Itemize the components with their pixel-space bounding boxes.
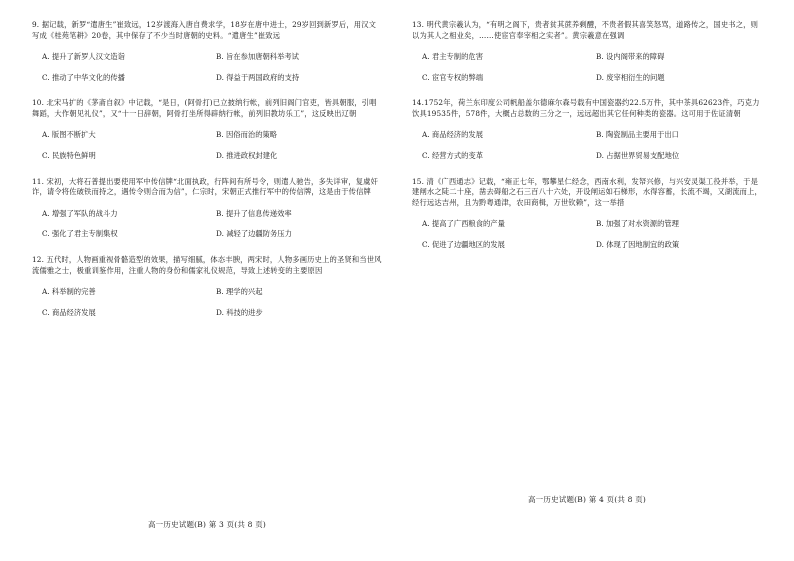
question-12 (32, 255, 382, 323)
option-a: A. 增强了军队的战斗力 (42, 208, 118, 218)
option-a: A. 版图不断扩大 (42, 130, 96, 140)
option-c: C. 推动了中华文化的传播 (42, 72, 125, 82)
option-d: D. 推进政权封建化 (216, 151, 278, 161)
question-10 (32, 98, 382, 166)
option-a: A. 提升了新罗人汉文造诣 (42, 52, 125, 62)
option-c: C. 促进了边疆地区的发展 (422, 239, 505, 249)
option-list (422, 214, 762, 255)
question-stem: 9. 据记载，新罗“遣唐生”崔致远，12岁渡海入唐自费求学，18岁在唐中进士，29岁回到新罗后，用汉文写成《桂苑笔耕》20卷，其中保存了不少当时唐朝的史料。“遣唐生”崔致远 (32, 20, 377, 40)
option-d: D. 占据世界贸易支配地位 (596, 151, 680, 161)
question-stem: 14.1752年，荷兰东印度公司帆船盖尔德麻尔森号载有中国瓷器约22.5万件，其中茶具62623件，巧克力饮具19535件，578件，大概占总数的三分之一，远远超出其它任何种类的瓷器。这可用于佐证清朝 (412, 98, 760, 118)
question-15 (412, 177, 762, 256)
option-list (422, 125, 762, 166)
option-b: B. 加强了对水资源的管理 (596, 219, 679, 229)
question-stem: 10. 北宋马扩的《茅斋自叙》中记载，“是日，(阿骨打)已立披纳行帐，前列旧阁门官吏，皆具朝服，引唱舞蹈，大作朝见礼仪”，又“十一日辞朝，阿骨打坐所得辟纳行帐，前列旧教坊乐工”，这反映出辽朝 (32, 98, 377, 118)
option-a: A. 商品经济的发展 (422, 130, 483, 140)
option-d: D. 科技的进步 (216, 307, 263, 317)
question-14 (412, 98, 762, 166)
option-b: B. 旨在参加唐朝科举考试 (216, 52, 299, 62)
option-b: B. 因俗而治的策略 (216, 130, 278, 140)
option-c: C. 强化了君主专制集权 (42, 229, 118, 239)
option-a: A. 君主专制的危害 (422, 52, 483, 62)
option-a: A. 提高了广西粮食的产量 (422, 219, 505, 229)
question-9 (32, 20, 382, 88)
question-stem: 12. 五代时，人物画重视骨骼造型的效果，描写细腻，体态丰腴，两宋时，人物多画历史上的圣贤和当世风流儒雅之士，极重训鉴作用，注重人物的身份和儒家礼仪规范，导致上述转变的主要原因 (32, 254, 382, 275)
question-13 (412, 20, 762, 88)
option-list (422, 47, 762, 88)
question-stem: 15. 清《广西通志》记载，“雍正七年，鄂攀星仁经念，西南水利，发帑兴修，与兴安灵渠工役并举，于是建闸水之陡二十座，凿去碍船之石三百八十六处，开设闸运如石梯形，水得容蓄，长流不竭，又湖流而上，经行远达吉州，且为黔粤通津，农田商楫，万世钦赖”，这一举措 (412, 176, 762, 207)
option-d: D. 体现了因地制宜的政策 (596, 239, 680, 249)
option-c: C. 宦官专权的弊端 (422, 72, 484, 82)
question-11 (32, 177, 382, 245)
option-list (42, 125, 382, 166)
option-b: B. 理学的兴起 (216, 287, 263, 297)
option-d: D. 废宰相衍生的问题 (596, 72, 665, 82)
option-b: B. 设内阁带来的障碍 (596, 52, 665, 62)
option-list (42, 282, 382, 323)
option-c: C. 经营方式的变革 (422, 151, 484, 161)
option-d: D. 减轻了边疆防务压力 (216, 229, 292, 239)
exam-page-3: 9. 据记载，新罗“遣唐生”崔致远，12岁渡海入唐自费求学，18岁在唐中进士，29岁回到新罗后，用汉文写成《桂苑笔耕》20卷，其中保存了不少当时唐朝的史料。“遣唐生”崔致远 A. 提升了新罗人汉文造诣 B. 旨在参加唐朝科举考试 C. 推动了中华文化的传播 D. 得益于两国政府的支持 10. 北宋马扩的《茅斋自叙》中记载，“是日，(阿骨打)已立披纳行帐，前列旧阁门官吏，皆具朝服，引唱舞蹈，大作朝见礼仪”，又“十一日辞朝，阿骨打坐所得辟纳行帐，前列旧教坊乐工”，这反映出辽朝 A. 版图不断扩大 B. 因俗而治的策略 C. 民族特色鲜明 D. 推进政权封建化 11. 宋初，大将石普提出要使用军中传信牌“北面执政，行阵间有所号令，则遣人驰告，多失详审，复虞奸诈，请令将佐破铁而持之，遇传令则合而为信”，仁宗时，宋朝正式推行军中的传信牌，这是由于传信牌 A. 增强了军队的战斗力 B. 提升了信息传递效率 C. 强化了君主专制集权 D. 减轻了边疆防务压力 12. 五代时，人物画重视骨骼造型的效果，描写细腻，体态丰腴，两宋时，人物多画历史上的圣贤和当世风流儒雅之士，极重训鉴作用，注重人物的身份和儒家礼仪规范，导致上述转变的主要原因 A. 科举制的完善 B. 理学的兴起 C. 商品经济发展 D. 科技的进步 高一历史试题(B) 第 3 页(共 8 页) (32, 20, 382, 529)
option-b: B. 陶瓷制品主要用于出口 (596, 130, 679, 140)
question-stem: 13. 明代黄宗羲认为，“有明之阁下，贵者贫其蔗养剩醴，不贵者假其喜笑怒骂，道路传之，国史书之，则以为其人之相业矣，……使宦官奉宰相之实者”。黄宗羲意在强调 (412, 20, 759, 40)
option-c: C. 民族特色鲜明 (42, 151, 96, 161)
exam-page-4: 13. 明代黄宗羲认为，“有明之阁下，贵者贫其蔗养剩醴，不贵者假其喜笑怒骂，道路传之，国史书之，则以为其人之相业矣，……使宦官奉宰相之实者”。黄宗羲意在强调 A. 君主专制的危害 B. 设内阁带来的障碍 C. 宦官专权的弊端 D. 废宰相衍生的问题 14.1752年，荷兰东印度公司帆船盖尔德麻尔森号载有中国瓷器约22.5万件，其中茶具62623件，巧克力饮具19535件，578件，大概占总数的三分之一，远远超出其它任何种类的瓷器。这可用于佐证清朝 A. 商品经济的发展 B. 陶瓷制品主要用于出口 C. 经营方式的变革 D. 占据世界贸易支配地位 15. 清《广西通志》记载，“雍正七年，鄂攀星仁经念，西南水利，发帑兴修，与兴安灵渠工役并举，于是建闸水之陡二十座，凿去碍船之石三百八十六处，开设闸运如石梯形，水得容蓄，长流不竭，又湖流而上，经行远达吉州，且为黔粤通津，农田商楫，万世钦赖”，这一举措 A. 提高了广西粮食的产量 B. 加强了对水资源的管理 C. 促进了边疆地区的发展 D. 体现了因地制宜的政策 高一历史试题(B) 第 4 页(共 8 页) (412, 20, 762, 504)
option-a: A. 科举制的完善 (42, 287, 96, 297)
option-d: D. 得益于两国政府的支持 (216, 72, 300, 82)
option-list (42, 47, 382, 88)
question-stem: 11. 宋初，大将石普提出要使用军中传信牌“北面执政，行阵间有所号令，则遣人驰告，多失详审，复虞奸诈，请令将佐破铁而持之，遇传令则合而为信”，仁宗时，宋朝正式推行军中的传信牌，这是由于传信牌 (32, 176, 379, 197)
option-b: B. 提升了信息传递效率 (216, 208, 292, 218)
option-list (42, 204, 382, 245)
option-c: C. 商品经济发展 (42, 307, 96, 317)
